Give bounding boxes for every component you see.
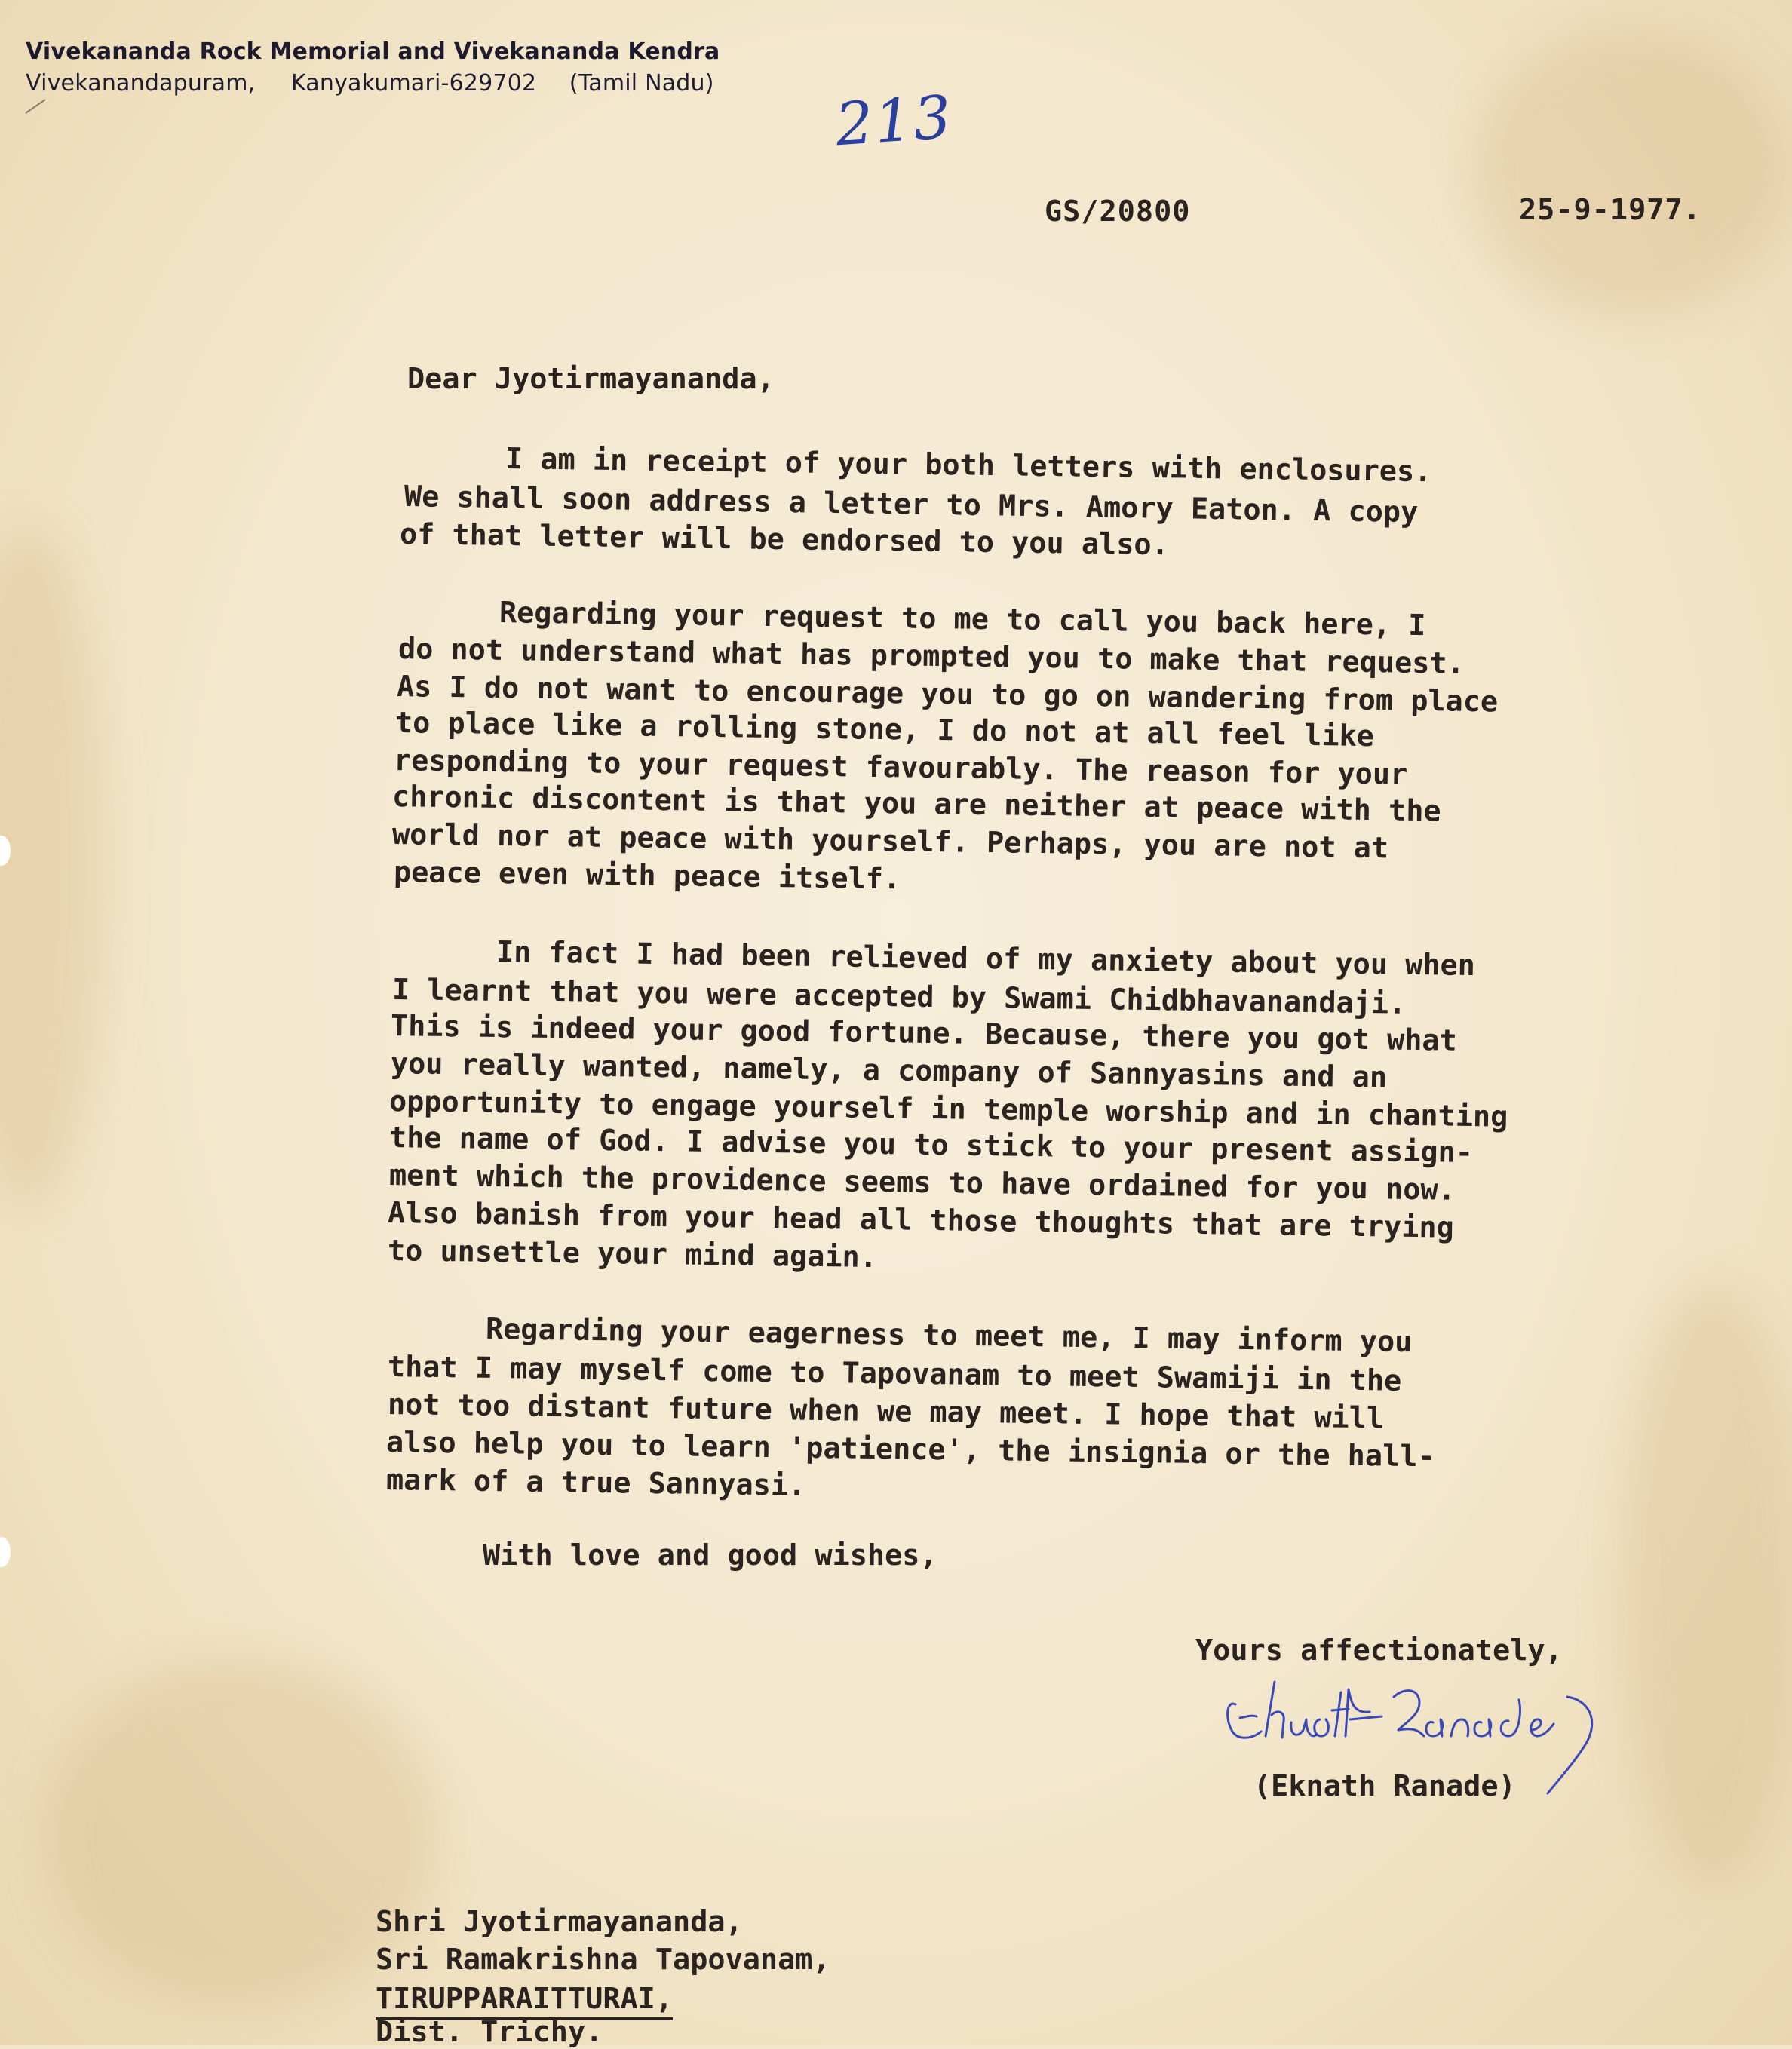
- recipient-name: Shri Jyotirmayananda,: [376, 1905, 743, 1939]
- body-line: also help you to learn 'patience', the insignia or the hall-: [385, 1425, 1435, 1474]
- body-line: opportunity to engage yourself in temple worship and in chanting: [388, 1084, 1508, 1134]
- body-line: responding to your request favourably. The reason for your: [393, 744, 1408, 792]
- letterhead-address-part3: (Tamil Nadu): [569, 70, 714, 97]
- salutation: Dear Jyotirmayananda,: [407, 362, 775, 396]
- body-line: to place like a rolling stone, I do not at all feel like: [394, 706, 1375, 754]
- body-line: ment which the providence seems to have ordained for you now.: [388, 1158, 1456, 1207]
- body-line: world nor at peace with yourself. Perhaps, you are not at: [391, 817, 1389, 866]
- body-line: I learnt that you were accepted by Swami Chidbhavanandaji.: [391, 973, 1407, 1021]
- body-line: We shall soon address a letter to Mrs. Amory Eaton. A copy: [404, 480, 1419, 530]
- letter-date: 25-9-1977.: [1519, 193, 1701, 227]
- recipient-place-text: TIRUPPARAITTURAI,: [376, 1982, 673, 2020]
- reference-number: GS/20800: [1045, 195, 1191, 229]
- pencil-mark: [23, 90, 53, 121]
- recipient-place: [376, 1982, 673, 2016]
- body-line: not too distant future when we may meet. I hope that will: [387, 1388, 1385, 1436]
- body-line: This is indeed your good fortune. Because, there you got what: [390, 1009, 1458, 1058]
- valediction: Yours affectionately,: [1195, 1633, 1563, 1667]
- signatory-name: (Eknath Ranade): [1253, 1769, 1516, 1803]
- recipient-institution: Sri Ramakrishna Tapovanam,: [376, 1943, 830, 1977]
- body-line: In fact I had been relieved of my anxiety about you when: [496, 935, 1476, 983]
- body-line: you really wanted, namely, a company of Sannyasins and an: [390, 1047, 1388, 1095]
- folio-number: 213: [833, 83, 955, 160]
- letterhead-address-part1: Vivekanandapuram,: [26, 70, 256, 97]
- age-stain: [0, 528, 106, 1207]
- body-line: Also banish from your head all those thoughts that are trying: [387, 1196, 1455, 1245]
- letterhead-address: [26, 68, 720, 100]
- age-stain: [1622, 1282, 1792, 1885]
- body-line: of that letter will be endorsed to you also.: [399, 517, 1170, 563]
- body-line: to unsettle your mind again.: [387, 1234, 878, 1275]
- body-line: do not understand what has prompted you to make that request.: [397, 632, 1465, 681]
- age-stain: [1471, 30, 1787, 317]
- letterhead-organization: Vivekananda Rock Memorial and Vivekananda Kendra: [26, 38, 720, 65]
- body-line: that I may myself come to Tapovanam to meet Swamiji in the: [387, 1350, 1402, 1398]
- body-line: I am in receipt of your both letters with enclosures.: [505, 442, 1432, 489]
- recipient-district: Dist. Trichy.: [376, 2015, 603, 2049]
- body-line: As I do not want to encourage you to go on wandering from place: [396, 670, 1499, 719]
- body-line: chronic discontent is that you are neither at peace with the: [391, 780, 1441, 829]
- letterhead: [26, 36, 720, 100]
- body-line: Regarding your eagerness to meet me, I may inform you: [485, 1312, 1413, 1360]
- letterhead-address-part2: Kanyakumari-629702: [290, 70, 537, 97]
- body-line: Regarding your request to me to call you back here, I: [499, 596, 1426, 643]
- closing-line: With love and good wishes,: [483, 1538, 937, 1572]
- body-line: peace even with peace itself.: [393, 855, 901, 897]
- body-line: the name of God. I advise you to stick to your present assign-: [388, 1121, 1474, 1170]
- body-line: mark of a true Sannyasi.: [385, 1463, 806, 1503]
